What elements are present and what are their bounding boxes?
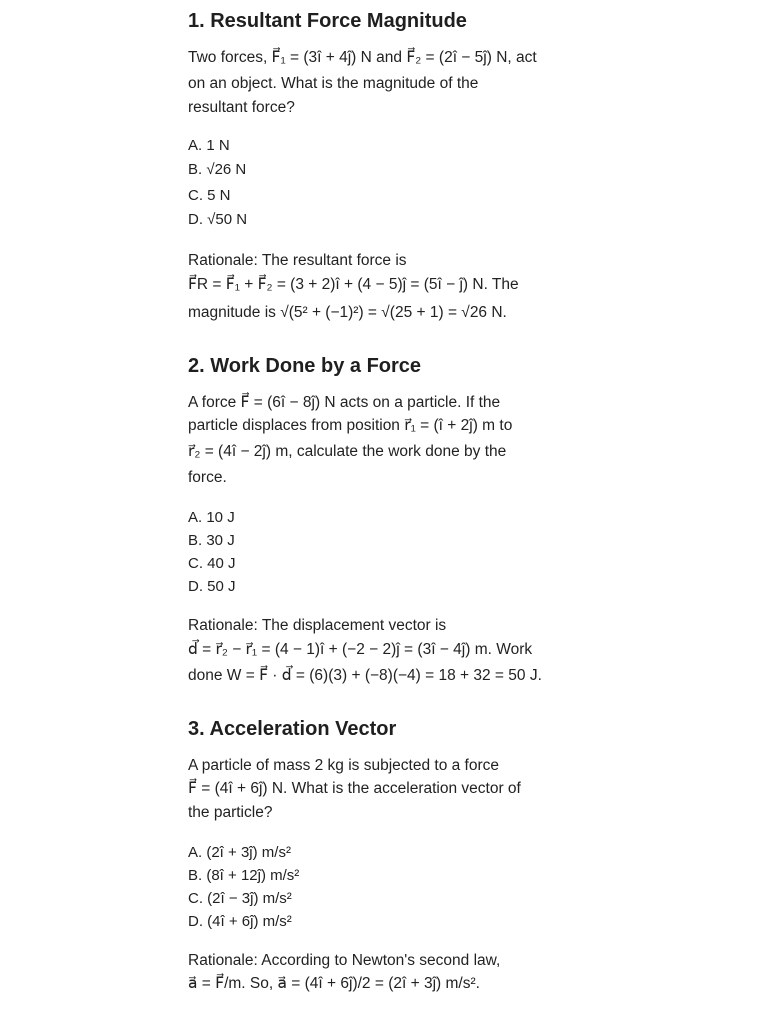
rationale-line: Rationale: According to Newton's second law, [188,952,501,969]
question-text-line: resultant force? [188,99,295,116]
answer-option-a: A. 10 J [188,509,235,526]
rationale-line: Rationale: The displacement vector is [188,617,447,634]
rationale-line: magnitude is √(5² + (−1)²) = √(25 + 1) = √26 N. [188,304,507,321]
answer-option-b: B. (8î + 12ĵ) m/s² [188,867,300,884]
question-title: 3. Acceleration Vector [188,718,397,740]
answer-option-d: D. (4î + 6ĵ) m/s² [188,913,292,930]
answer-option-c: C. 40 J [188,555,236,572]
answer-option-a: A. 1 N [188,137,230,154]
question-text-line: Two forces, F⃗₁ = (3î + 4ĵ) N and F⃗₂ = (2î − 5ĵ) N, act [188,49,537,66]
answer-option-c: C. (2î − 3ĵ) m/s² [188,890,292,907]
answer-option-b: B. 30 J [188,532,235,549]
question-text-line: on an object. What is the magnitude of the [188,75,479,92]
rationale-line: d⃗ = r⃗₂ − r⃗₁ = (4 − 1)î + (−2 − 2)ĵ = (3î − 4ĵ) m. Work [188,641,533,658]
rationale-line: done W = F⃗ · d⃗ = (6)(3) + (−8)(−4) = 18 + 32 = 50 J. [188,667,542,684]
rationale-line: Rationale: The resultant force is [188,252,407,269]
question-text-line: the particle? [188,804,273,821]
question-text-line: F⃗ = (4î + 6ĵ) N. What is the acceleration vector of [188,780,521,797]
question-title: 1. Resultant Force Magnitude [188,10,467,32]
question-text-line: A force F⃗ = (6î − 8ĵ) N acts on a particle. If the [188,394,501,411]
rationale-line: F⃗R = F⃗₁ + F⃗₂ = (3 + 2)î + (4 − 5)ĵ = (5î − ĵ) N. The [188,276,519,293]
answer-option-c: C. 5 N [188,187,231,204]
question-text-line: r⃗₂ = (4î − 2ĵ) m, calculate the work done by the [188,443,507,460]
answer-option-d: D. √50 N [188,211,248,228]
question-text-line: A particle of mass 2 kg is subjected to a force [188,757,500,774]
answer-option-a: A. (2î + 3ĵ) m/s² [188,844,291,861]
question-text-line: particle displaces from position r⃗₁ = (î + 2ĵ) m to [188,417,513,434]
answer-option-b: B. √26 N [188,161,247,178]
question-text-line: force. [188,469,227,486]
question-title: 2. Work Done by a Force [188,355,422,377]
answer-option-d: D. 50 J [188,578,236,595]
rationale-line: a⃗ = F⃗/m. So, a⃗ = (4î + 6ĵ)/2 = (2î + 3ĵ) m/s². [188,975,480,992]
